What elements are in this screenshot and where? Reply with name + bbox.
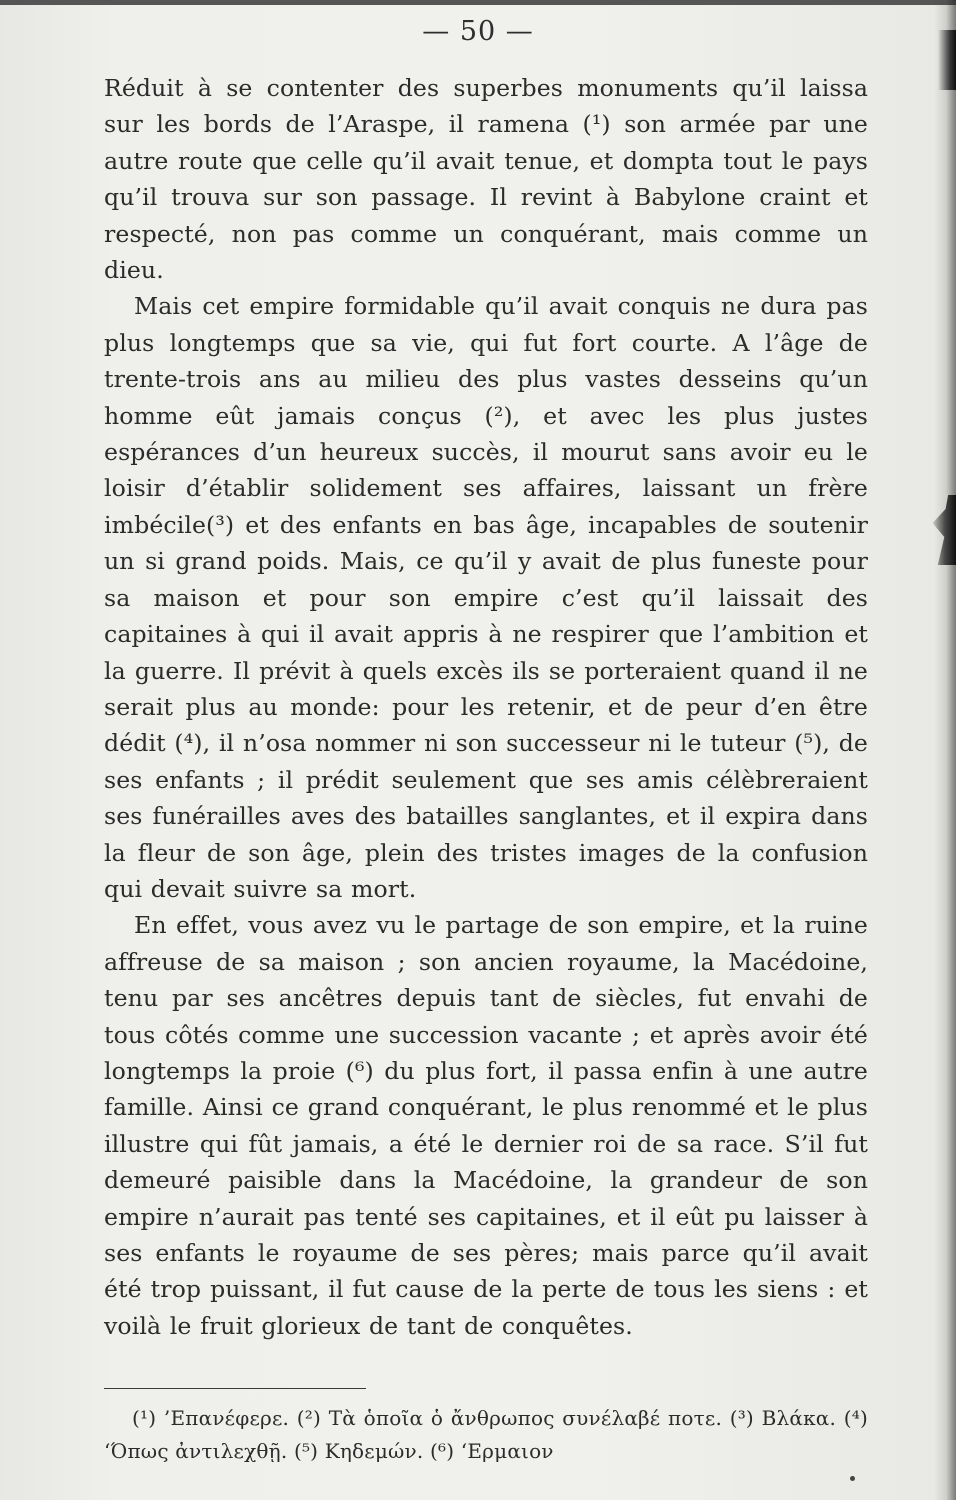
ink-speck (850, 1476, 855, 1481)
page-number: — 50 — (422, 16, 534, 47)
footnote-separator (104, 1388, 366, 1389)
top-edge-rule (0, 0, 956, 5)
page-right-edge-shadow (934, 0, 956, 1500)
paragraph-1: Réduit à se contenter des superbes monuments qu’il laissa sur les bords de l’Araspe, il ramena (¹) son armée par une autre route que celle qu’il avait tenue, et dompta tout le pays qu’il trouva sur son passage. Il revint à Babylone craint et respecté, non pas comme un conquérant, mais comme un dieu. (104, 74, 868, 285)
paragraph-2: Mais cet empire formidable qu’il avait conquis ne dura pas plus longtemps que sa vie, qui fut fort courte. A l’âge de trente-trois ans au milieu des plus vastes desseins qu’un homme eût jamais conçus (²), et avec les plus justes espérances d’un heureux succès, il mourut sans avoir eu le loisir d’établir solidement ses affaires, laissant un frère imbécile(³) et des enfants en bas âge, incapables de soutenir un si grand poids. Mais, ce qu’il y avait de plus funeste pour sa maison et pour son empire c’est qu’il laissait des capitaines à qui il avait appris à ne respirer que l’ambition et la guerre. Il prévit à quels excès ils se porteraient quand il ne serait plus au monde: pour les retenir, et de peur d’en être dédit (⁴), il n’osa nommer ni son successeur ni le tuteur (⁵), de ses enfants ; il prédit seulement que ses amis célèbreraient ses funérailles aves des batailles sanglantes, et il expira dans la fleur de son âge, plein des tristes images de la confusion qui devait suivre sa mort. (104, 292, 868, 903)
footnotes: (¹) ’Επανέφερε. (²) Τὰ ὁποῖα ὁ ἄνθρωπος συνέλαβέ ποτε. (³) Βλάκα. (⁴) ‘Όπως ἀντιλεχθῇ. (⁵) Κηδεμών. (⁶) ‘Ερμαιον (104, 1406, 868, 1463)
body-text (104, 70, 868, 1344)
paragraph-3: En effet, vous avez vu le partage de son empire, et la ruine affreuse de sa maison ; son ancien royaume, la Macédoine, tenu par ses ancêtres depuis tant de siècles, fut envahi de tous côtés comme une succession vacante ; et après avoir été longtemps la proie (⁶) du plus fort, il passa enfin à une autre famille. Ainsi ce grand conquérant, le plus renommé et le plus illustre qui fût jamais, a été le dernier roi de sa race. S’il fut demeuré paisible dans la Macédoine, la grandeur de son empire n’aurait pas tenté ses capitaines, et il eût pu laisser à ses enfants le royaume de ses pères; mais parce qu’il avait été trop puissant, il fut cause de la perte de tous les siens : et voilà le fruit glorieux de tant de conquêtes. (104, 911, 868, 1340)
